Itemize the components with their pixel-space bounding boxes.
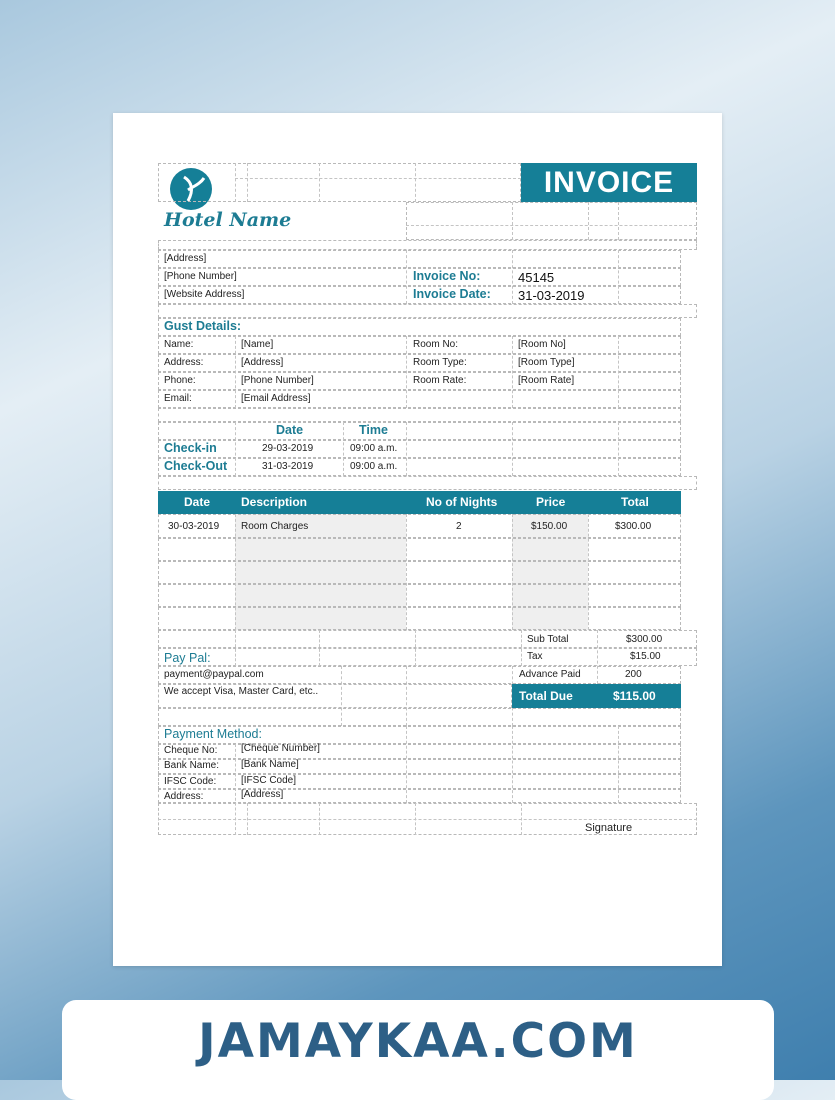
row-price: $150.00 (531, 521, 568, 532)
hotel-phone: [Phone Number] (164, 271, 237, 282)
pm-address-value: [Address] (241, 789, 284, 800)
checkin-date: 29-03-2019 (262, 443, 314, 454)
pm-address-label: Address: (164, 791, 204, 802)
items-table-header (158, 491, 681, 514)
checkout-date: 31-03-2019 (262, 461, 314, 472)
stay-date-header: Date (276, 423, 304, 437)
tax-label: Tax (527, 651, 543, 662)
row-nights: 2 (456, 521, 462, 532)
guest-address-label: Address: (164, 357, 204, 368)
guest-phone-label: Phone: (164, 375, 196, 386)
invoice-no-label: Invoice No: (413, 269, 481, 283)
invoice-date-label: Invoice Date: (413, 287, 491, 301)
paypal-label: Pay Pal: (164, 651, 211, 665)
room-no-label: Room No: (413, 339, 459, 350)
header-grid-right (406, 202, 697, 240)
guest-name-value: [Name] (241, 339, 274, 350)
checkout-label: Check-Out (164, 459, 228, 473)
signature-label: Signature (585, 822, 633, 834)
subtotal-value: $300.00 (626, 634, 663, 645)
advance-label: Advance Paid (519, 669, 581, 680)
table-row (158, 538, 681, 561)
guest-phone-value: [Phone Number] (241, 375, 314, 386)
spacer-row (158, 240, 697, 250)
room-no-value: [Room No] (518, 339, 566, 350)
guest-email-label: Email: (164, 393, 192, 404)
ifsc-value: [IFSC Code] (241, 775, 297, 786)
table-row (158, 607, 681, 630)
paypal-email: payment@paypal.com (164, 669, 264, 680)
invoice-no-value: 45145 (518, 270, 555, 285)
total-due-label: Total Due (519, 689, 573, 703)
room-rate-value: [Room Rate] (518, 375, 575, 386)
footer-site-name[interactable]: JAMAYKAA.COM (198, 1014, 638, 1069)
room-rate-label: Room Rate: (413, 375, 467, 386)
invoice-date-value: 31-03-2019 (518, 288, 585, 303)
cheque-value: [Cheque Number] (241, 743, 320, 754)
room-type-label: Room Type: (413, 357, 467, 368)
invoice-page (113, 113, 722, 966)
col-description-header: Description (241, 495, 308, 509)
invoice-title: INVOICE (521, 163, 697, 202)
table-row (158, 561, 681, 584)
footer-banner (62, 1000, 774, 1100)
guest-address-value: [Address] (241, 357, 284, 368)
guest-name-label: Name: (164, 339, 194, 350)
checkin-label: Check-in (164, 441, 217, 455)
paypal-cards: We accept Visa, Master Card, etc.. (164, 686, 319, 697)
col-nights-header: No of Nights (426, 495, 498, 509)
cheque-label: Cheque No: (164, 745, 218, 756)
payment-method-label: Payment Method: (164, 727, 262, 741)
subtotal-label: Sub Total (527, 634, 569, 645)
bank-label: Bank Name: (164, 760, 220, 771)
guest-email-value: [Email Address] (241, 393, 311, 404)
room-type-value: [Room Type] (518, 357, 575, 368)
table-row (158, 584, 681, 607)
row-description: Room Charges (241, 521, 309, 532)
bank-value: [Bank Name] (241, 759, 299, 770)
hotel-website: [Website Address] (164, 289, 245, 300)
col-price-header: Price (536, 495, 566, 509)
checkin-time: 09:00 a.m. (350, 443, 398, 454)
hotel-name: Hotel Name (164, 209, 292, 231)
total-due-value: $115.00 (613, 689, 656, 703)
table-row (158, 514, 681, 538)
col-date-header: Date (184, 495, 211, 509)
advance-value: 200 (625, 669, 642, 680)
row-date: 30-03-2019 (168, 521, 220, 532)
total-due (512, 684, 681, 708)
tax-value: $15.00 (630, 651, 661, 662)
checkout-time: 09:00 a.m. (350, 461, 398, 472)
stay-time-header: Time (359, 423, 388, 437)
row-total: $300.00 (615, 521, 652, 532)
guest-section-label: Gust Details: (164, 319, 242, 333)
hotel-address: [Address] (164, 253, 207, 264)
col-total-header: Total (621, 495, 649, 509)
header-grid (158, 163, 521, 202)
ifsc-label: IFSC Code: (164, 776, 217, 787)
